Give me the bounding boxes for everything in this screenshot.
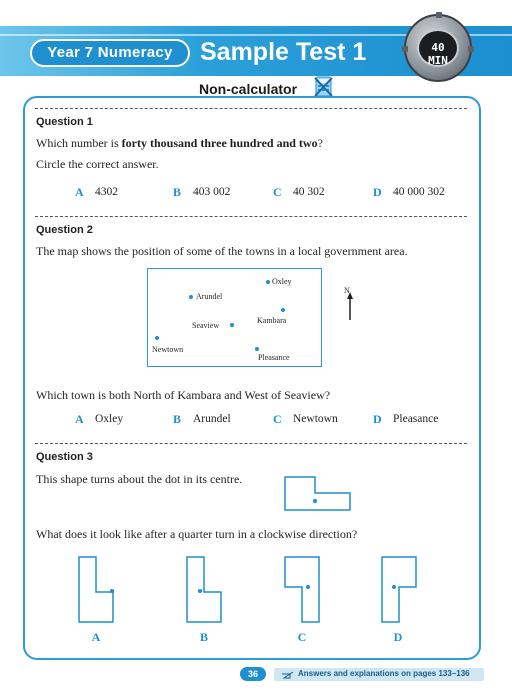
divider	[35, 108, 467, 109]
q3-option-b-label[interactable]: B	[199, 630, 208, 644]
question-1-instruction: Circle the correct answer.	[36, 157, 159, 171]
q2-option-d-letter[interactable]: D	[373, 412, 382, 426]
q1-option-b-value[interactable]: 403 002	[193, 186, 231, 198]
q2-option-c-value[interactable]: Newtown	[293, 413, 338, 425]
question-3-text: This shape turns about the dot in its centre.	[36, 472, 243, 486]
map-dot-seaview	[230, 323, 234, 327]
timer-face	[417, 29, 459, 67]
north-arrow-icon	[346, 284, 354, 322]
q2-option-a-letter[interactable]: A	[75, 412, 84, 426]
question-1-text	[36, 136, 323, 151]
map-dot-arundel	[189, 295, 193, 299]
q1-option-c-letter[interactable]: C	[273, 185, 282, 199]
divider	[35, 216, 467, 217]
subject-label: Year 7 Numeracy	[30, 39, 190, 67]
q2-option-d-value[interactable]: Pleasance	[393, 413, 439, 425]
question-1-text-bold: forty thousand three hundred and two	[121, 136, 318, 150]
map-dot-kambara	[281, 308, 285, 312]
question-2-text: The map shows the position of some of the towns in a local government area.	[36, 244, 408, 258]
divider	[35, 443, 467, 444]
page-title: Sample Test 1	[200, 38, 367, 66]
q2-option-c-letter[interactable]: C	[273, 412, 282, 426]
q3-option-a-shape[interactable]	[78, 556, 116, 624]
q3-option-b-shape[interactable]	[186, 556, 224, 624]
question-1-text-start: Which number is	[36, 136, 122, 150]
q2-option-b-letter[interactable]: B	[173, 412, 182, 426]
map-label-kambara: Kambara	[257, 316, 287, 325]
question-3-heading: Question 3	[36, 451, 93, 463]
q1-option-a-letter[interactable]: A	[75, 185, 84, 199]
footer-note: Answers and explanations on pages 133–136	[298, 669, 470, 678]
town-map	[147, 268, 322, 367]
q2-option-a-value[interactable]: Oxley	[95, 413, 124, 425]
timer-nub-left	[402, 46, 408, 52]
page-number: 36	[240, 667, 266, 681]
map-label-pleasance: Pleasance	[258, 353, 290, 362]
timer-nub-top	[436, 12, 442, 18]
q1-option-a-value[interactable]: 4302	[95, 186, 118, 198]
map-label-oxley: Oxley	[272, 277, 292, 286]
timer-text: 40 MIN	[428, 41, 448, 67]
map-label-seaview: Seaview	[192, 321, 220, 330]
question-1-text-end: ?	[317, 136, 323, 150]
q3-option-d-shape[interactable]	[381, 556, 419, 624]
q1-option-b-letter[interactable]: B	[173, 185, 182, 199]
timer-nub-right	[468, 46, 474, 52]
map-label-newtown: Newtown	[152, 345, 184, 354]
page-header	[0, 0, 512, 74]
question-2-prompt: Which town is both North of Kambara and West of Seaview?	[36, 388, 331, 402]
map-dot-oxley	[266, 280, 270, 284]
map-dot-pleasance	[255, 347, 259, 351]
q1-option-d-letter[interactable]: D	[373, 185, 382, 199]
question-3-prompt: What does it look like after a quarter turn in a clockwise direction?	[36, 527, 358, 541]
q3-option-c-label[interactable]: C	[297, 630, 307, 644]
q1-option-d-value[interactable]: 40 000 302	[393, 186, 445, 198]
q3-option-c-shape[interactable]	[284, 556, 322, 624]
q3-option-a-label[interactable]: A	[91, 630, 101, 644]
north-label: N	[344, 286, 350, 295]
map-dot-newtown	[155, 336, 159, 340]
crossed-out-calculator-icon	[314, 76, 334, 98]
question-1-heading: Question 1	[36, 116, 93, 128]
pointing-hand-icon	[281, 669, 295, 680]
original-shape	[284, 476, 352, 512]
timer-icon	[404, 14, 472, 82]
question-2-heading: Question 2	[36, 224, 93, 236]
map-label-arundel: Arundel	[196, 292, 223, 301]
q3-option-d-label[interactable]: D	[393, 630, 403, 644]
q1-option-c-value[interactable]: 40 302	[293, 186, 325, 198]
section-subtitle: Non-calculator	[199, 81, 298, 97]
q2-option-b-value[interactable]: Arundel	[193, 413, 231, 425]
